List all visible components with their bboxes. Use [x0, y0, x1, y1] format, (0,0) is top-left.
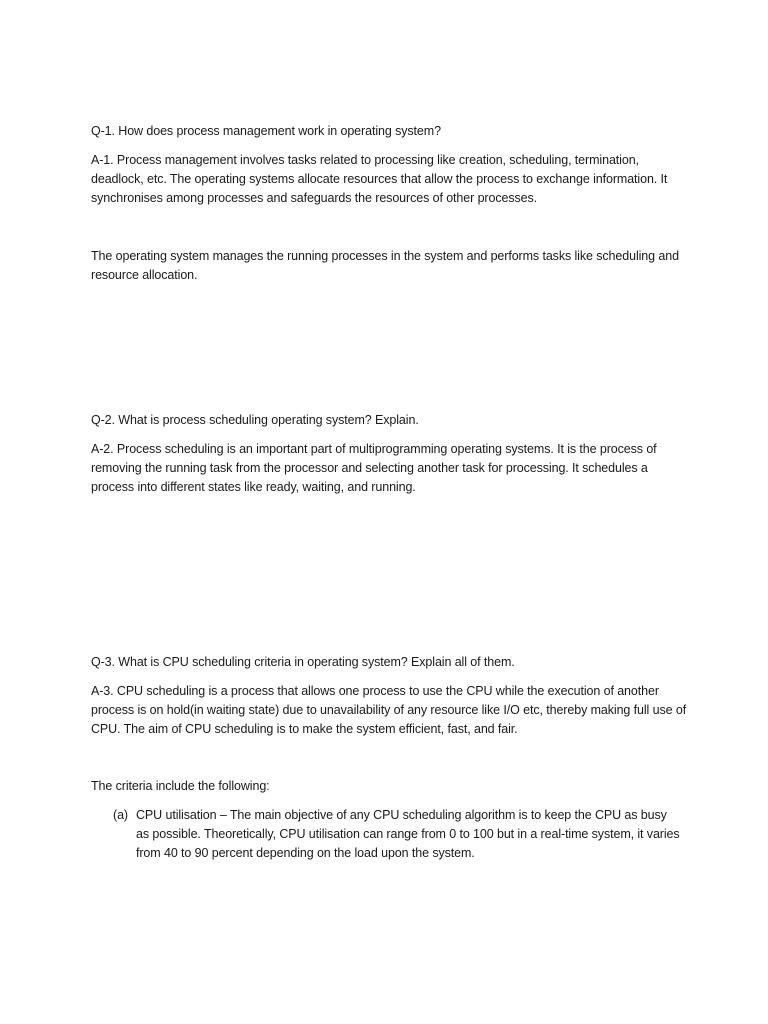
criteria-list-item — [113, 806, 683, 863]
answer-2: A-2. Process scheduling is an important part of multiprogramming operating systems. It is the process of removing the running task from the processor and selecting another task for processing. It schedules a process into different states like ready, waiting, and running. — [91, 442, 657, 494]
question-1: Q-1. How does process management work in operating system? — [91, 124, 441, 138]
criteria-intro: The criteria include the following: — [91, 779, 270, 793]
answer-1: A-1. Process management involves tasks related to processing like creation, scheduling, termination, deadlock, etc. The operating systems allocate resources that allow the process to exchange information. It synchronises among processes and safeguards the resources of other processes. — [91, 153, 668, 205]
question-3: Q-3. What is CPU scheduling criteria in operating system? Explain all of them. — [91, 655, 515, 669]
list-marker: (a) — [113, 808, 128, 822]
answer-1-extra: The operating system manages the running processes in the system and performs tasks like scheduling and resource allocation. — [91, 249, 679, 282]
list-item-text: CPU utilisation – The main objective of any CPU scheduling algorithm is to keep the CPU as busy as possible. Theoretically, CPU utilisation can range from 0 to 100 but in a real-time system, it varies from 40 to 90 percent depending on the load upon the system. — [136, 808, 680, 860]
answer-3: A-3. CPU scheduling is a process that allows one process to use the CPU while the execution of another process is on hold(in waiting state) due to unavailability of any resource like I/O etc, thereby making full use of CPU. The aim of CPU scheduling is to make the system efficient, fast, and fair. — [91, 684, 687, 736]
question-2: Q-2. What is process scheduling operating system? Explain. — [91, 413, 419, 427]
